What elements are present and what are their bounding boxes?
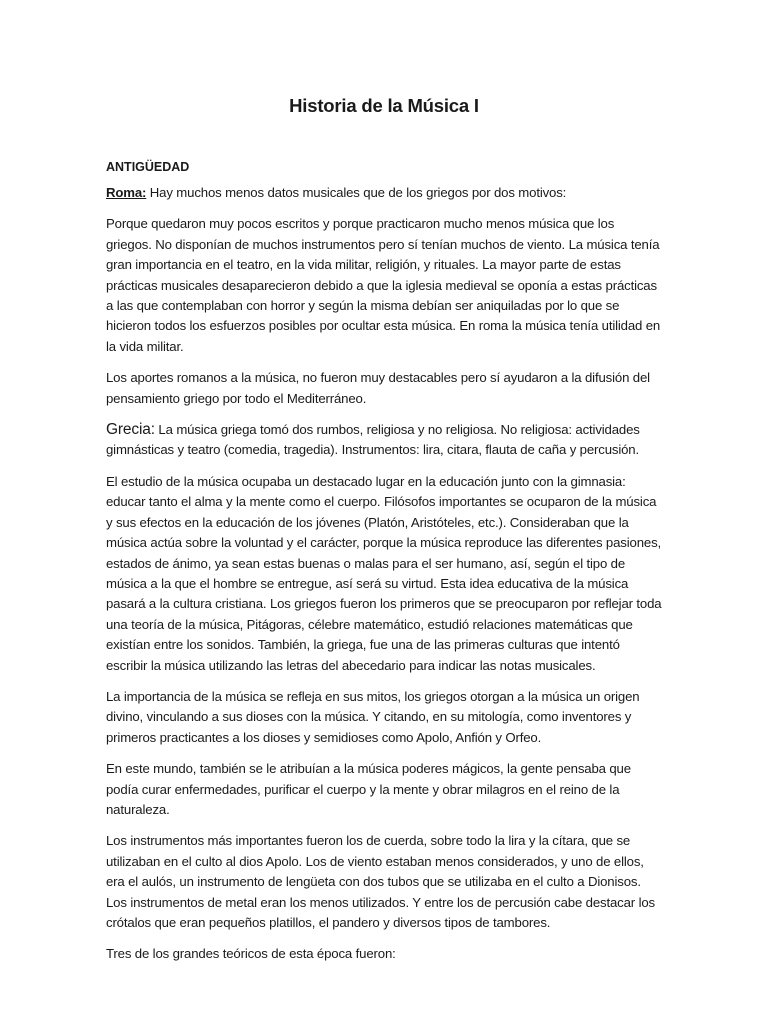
paragraph-grecia-4: Los instrumentos más importantes fueron los de cuerda, sobre todo la lira y la cítara, que se utilizaban en el culto al dios Apolo. Los de viento estaban menos considerados, y uno de ellos, era el aulós, un instrumento de lengüeta con dos tubos que se utilizaba en el culto a Dionisos. Los instrumentos de metal eran los menos utilizados. Y entre los de percusión cabe destacar los crótalos que eran pequeños platillos, el pandero y diversos tipos de tambores.	[106, 833, 655, 930]
paragraph-grecia-5: Tres de los grandes teóricos de esta época fueron:	[106, 946, 396, 962]
paragraph-grecia-intro	[106, 420, 662, 461]
paragraph-grecia-3: En este mundo, también se le atribuían a la música poderes mágicos, la gente pensaba que podía curar enfermedades, purificar el cuerpo y la mente y obrar milagros en el reino de la naturaleza.	[106, 761, 631, 817]
paragraph-grecia-1: El estudio de la música ocupaba un destacado lugar en la educación junto con la gimnasia: educar tanto el alma y la mente como el cuerpo. Filósofos importantes se ocuparon de la música y sus efectos en la educación de los jóvenes (Platón, Aristóteles, etc.). Consideraban que la música actúa sobre la voluntad y el carácter, porque la música reproduce las diferentes pasiones, estados de ánimo, ya sean estas buenas o malas para el ser humano, así, según el tipo de música a la que el hombre se entregue, así será su virtud. Esta idea educativa de la música pasará a la cultura cristiana. Los griegos fueron los primeros que se preocuparon por reflejar toda una teoría de la música, Pitágoras, célebre matemático, estudió relaciones matemáticas que existían entre los sonidos. También, la griega, fue una de las primeras culturas que intentó escribir la música utilizando las letras del abecedario para indicar las notas musicales.	[106, 473, 662, 673]
paragraph-roma-1: Porque quedaron muy pocos escritos y porque practicaron mucho menos música que los griegos. No disponían de muchos instrumentos pero sí tenían muchos de viento. La música tenía gran importancia en el teatro, en la vida militar, religión, y rituales. La mayor parte de estas prácticas musicales desaparecieron debido a que la iglesia medieval se oponía a estas prácticas a las que contemplaban con horror y según la misma debían ser aniquiladas por lo que se hicieron todos los esfuerzos posibles por ocultar esta música. En roma la música tenía utilidad en la vida militar.	[106, 216, 661, 354]
paragraph-grecia-2: La importancia de la música se refleja en sus mitos, los griegos otorgan a la música un origen divino, vinculando a sus dioses con la música. Y citando, en su mitología, como inventores y primeros practicantes a los dioses y semidioses como Apolo, Anfión y Orfeo.	[106, 688, 640, 745]
grecia-intro-text: La música griega tomó dos rumbos, religiosa y no religiosa. No religiosa: actividades gimnásticas y teatro (comedia, tragedia). Instrumentos: lira, citara, flauta de caña y percusión.	[106, 422, 640, 458]
document-title: Historia de la Música I	[289, 95, 479, 116]
roma-intro-text: Hay muchos menos datos musicales que de los griegos por dos motivos:	[146, 185, 567, 200]
paragraph-roma-intro	[106, 183, 662, 203]
grecia-label: Grecia:	[106, 421, 155, 439]
roma-label: Roma:	[106, 185, 147, 200]
section-heading-antiguedad: ANTIGÜEDAD	[106, 160, 190, 174]
paragraph-roma-2: Los aportes romanos a la música, no fueron muy destacables pero sí ayudaron a la difusión del pensamiento griego por todo el Mediterráneo.	[106, 370, 650, 406]
